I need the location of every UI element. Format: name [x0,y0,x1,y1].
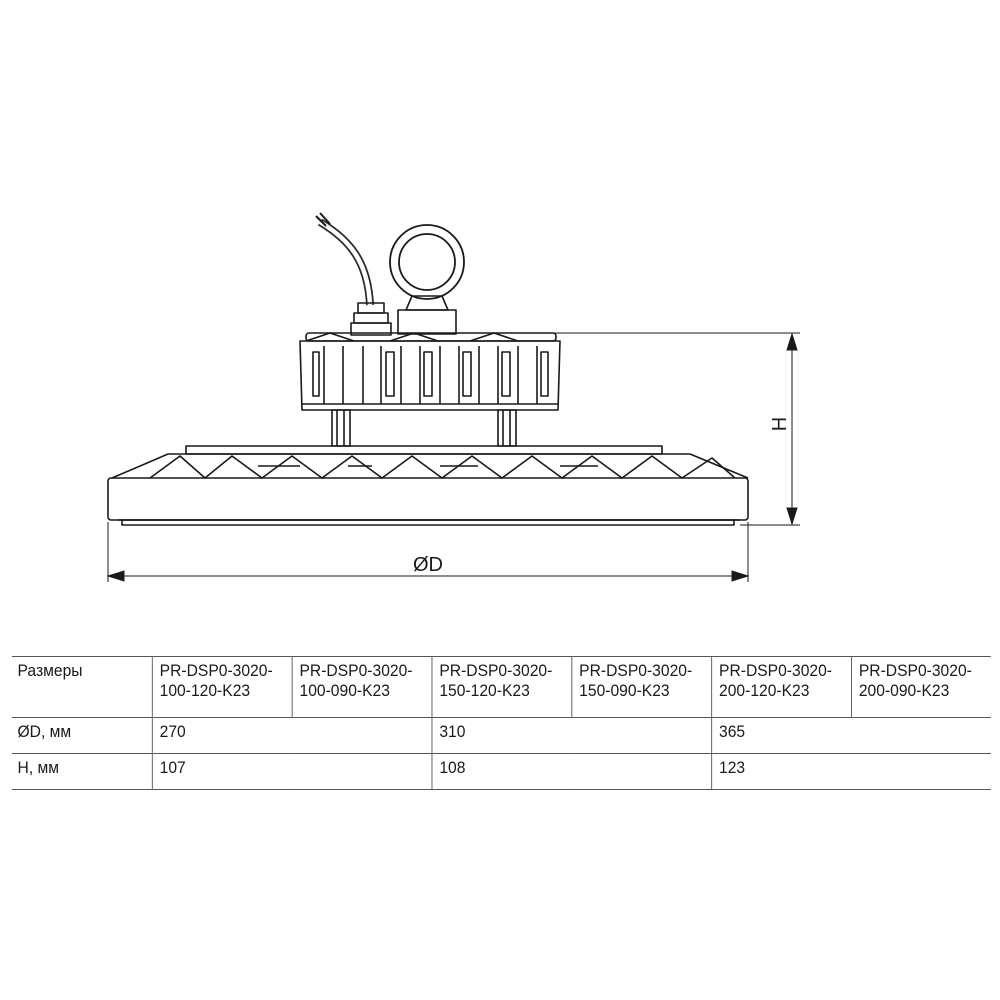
table-row [12,754,991,790]
model-line2: 200-120-K23 [719,681,810,700]
model-line2: 150-120-K23 [439,681,530,700]
model-line2: 100-090-K23 [299,681,390,700]
row-label: H, мм [12,754,152,790]
model-cell [152,657,292,718]
cable-gland [351,303,391,335]
value-cell: 123 [711,754,991,790]
value-cell: 108 [432,754,712,790]
model-line1: PR-DSP0-3020- [579,661,693,680]
height-label: H [769,416,791,432]
model-line1: PR-DSP0-3020- [719,661,833,680]
value-cell: 270 [152,718,432,754]
height-dimension [540,333,800,525]
model-line2: 150-090-K23 [579,681,670,700]
model-line1: PR-DSP0-3020- [858,661,972,680]
value-cell: 365 [711,718,991,754]
diameter-label: ØD [413,554,443,576]
mount-posts [332,410,516,446]
dimensions-table [12,656,991,790]
value-cell: 310 [432,718,712,754]
model-line1: PR-DSP0-3020- [439,661,553,680]
row-label: ØD, мм [12,718,152,754]
driver-housing [300,333,560,410]
model-cell [711,657,851,718]
model-cell [432,657,572,718]
model-line2: 100-120-K23 [159,681,251,700]
heat-sink [112,446,748,478]
model-line1: PR-DSP0-3020- [299,661,413,680]
value-cell: 107 [152,754,432,790]
header-label: Размеры [12,657,152,718]
luminaire-outline [108,213,748,525]
model-cell [851,657,991,718]
model-line2: 200-090-K23 [858,681,950,700]
eye-bolt [390,225,464,334]
reflector-rim [108,478,748,525]
model-line1: PR-DSP0-3020- [159,661,273,680]
table-header-row [12,657,991,718]
model-cell [571,657,711,718]
table-row [12,718,991,754]
model-cell [292,657,432,718]
